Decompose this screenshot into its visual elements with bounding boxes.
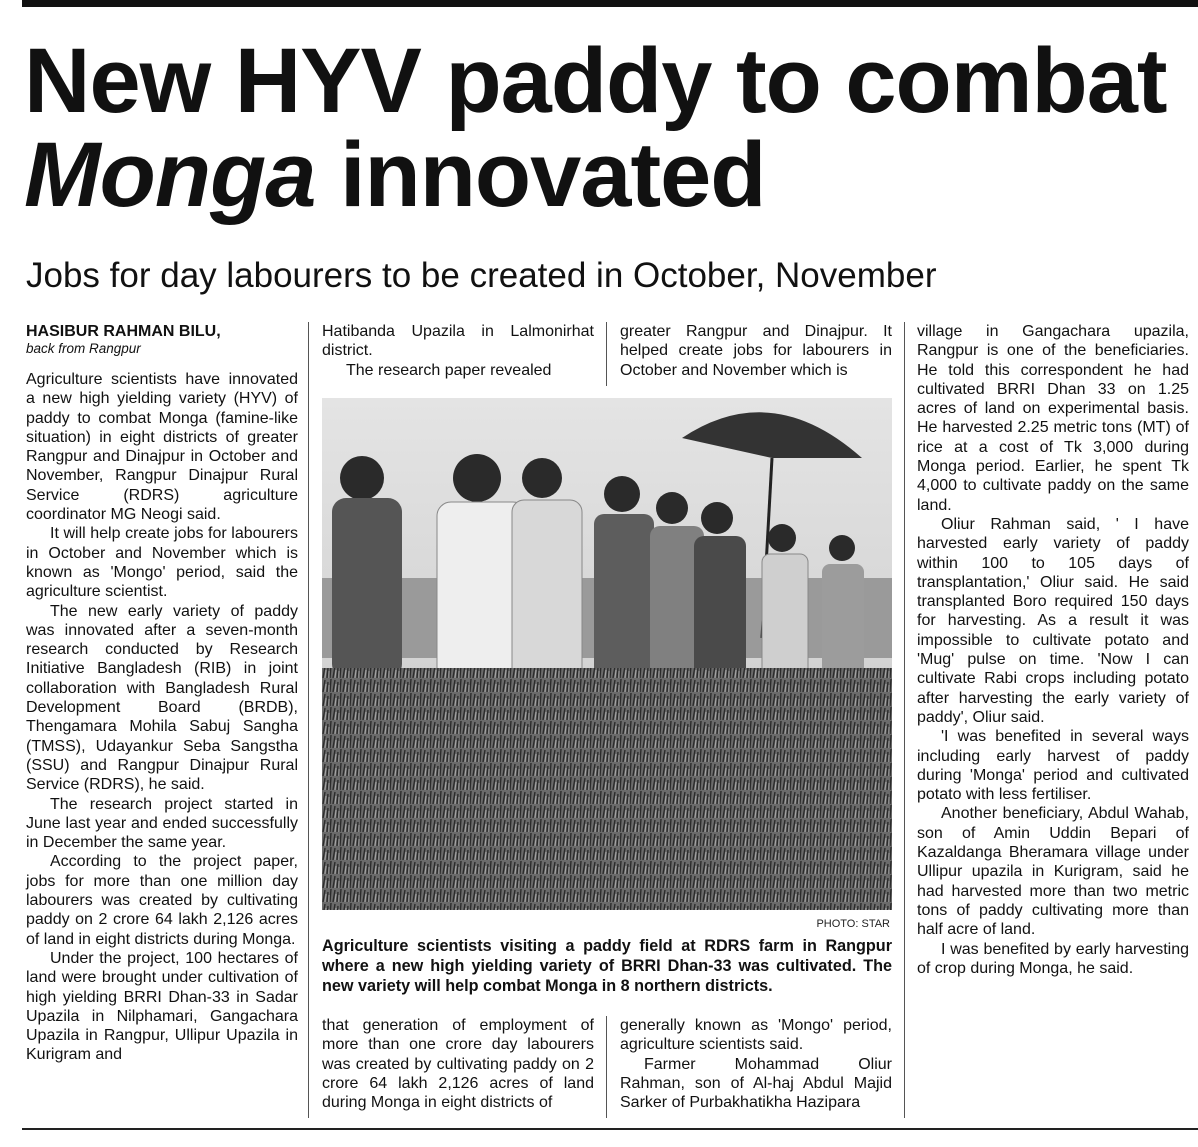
article-column-4	[917, 322, 1189, 978]
bottom-rule	[22, 1128, 1198, 1130]
headline-line-2: innovated	[315, 124, 766, 226]
column-divider	[606, 322, 607, 386]
paragraph: I was benefited by early harvesting of crop during Monga, he said.	[917, 940, 1189, 977]
photo-of-scientists-in-paddy-field	[322, 398, 892, 910]
news-photo	[322, 398, 892, 910]
paragraph: greater Rangpur and Dinajpur. It helped create jobs for labourers in October and November which is	[620, 323, 892, 379]
headline-italic-word: Monga	[24, 124, 316, 226]
headline-line-1: New HYV paddy to combat	[24, 30, 1167, 132]
paragraph: Under the project, 100 hectares of land were brought under cultivation of high yielding BRRI Dhan-33 in Sadar Upazila in Nilphamari, Gangachara Upazila in Rangpur, Ullipur Upazila in Kurigram and	[26, 949, 298, 1064]
article-column-2-bottom	[322, 1016, 594, 1112]
article-column-2-top	[322, 322, 594, 380]
article-column-3-bottom	[620, 1016, 892, 1112]
photo-credit: PHOTO: STAR	[816, 918, 890, 930]
paragraph: Agriculture scientists have innovated a new high yielding variety (HYV) of paddy to combat Monga (famine-like situation) in eight districts of greater Rangpur and Dinajpur in October and November, Rangpur Dinajpur Rural Service (RDRS) agriculture coordinator MG Neogi said.	[26, 371, 298, 524]
headline	[24, 30, 1184, 226]
top-rule	[22, 0, 1198, 7]
paragraph: Farmer Mohammad Oliur Rahman, son of Al-haj Abdul Majid Sarker of Purbakhatikha Hazipara	[620, 1055, 892, 1112]
paragraph: Hatibanda Upazila in Lalmonirhat district.	[322, 323, 594, 360]
paragraph: village in Gangachara upazila, Rangpur is one of the beneficiaries. He told this correspondent he had cultivated BRRI Dhan 33 on 1.25 acres of land on experimental basis. He harvested 2.25 metric tons (MT) of rice at a cost of Tk 3,000 during Monga period. Earlier, he spent Tk 4,000 to cultivate paddy on the same land.	[917, 323, 1189, 514]
paragraph: 'I was benefited in several ways including early harvest of paddy during 'Monga' period and cultivated potato with less fertiliser.	[917, 728, 1189, 804]
subheadline: Jobs for day labourers to be created in October, November	[26, 256, 937, 295]
paragraph: According to the project paper, jobs for more than one million day labourers was created by cultivating paddy on 2 crore 64 lakh 2,126 acres of land in eight districts during Monga.	[26, 853, 298, 948]
paragraph: Oliur Rahman said, ' I have harvested early variety of paddy within 100 to 105 days of transplantation,' Oliur said. He said transplanted Boro required 150 days for harvesting. As a result it was impossible to cultivate potato and 'Mug' pulse on time. 'Now I can cultivate Rabi crops including potato after harvesting the early variety of paddy', Oliur said.	[917, 515, 1189, 726]
paragraph: The research project started in June last year and ended successfully in December the same year.	[26, 795, 298, 852]
column-divider	[606, 1016, 607, 1118]
article-column-3-top	[620, 322, 892, 380]
paragraph: Another beneficiary, Abdul Wahab, son of Amin Uddin Bepari of Kazaldanga Bheramara village under Ullipur upazila in Kurigram, said he had harvested more than two metric tons of paddy cultivating more than half acre of land.	[917, 805, 1189, 939]
paragraph: It will help create jobs for labourers in October and November which is known as 'Mongo' period, said the agriculture scientist.	[26, 525, 298, 601]
byline: HASIBUR RAHMAN BILU,	[26, 323, 221, 340]
column-divider	[308, 322, 309, 1118]
paragraph: that generation of employment of more than one crore day labourers was created by cultivating paddy on 2 crore 64 lakh 2,126 acres of land during Monga in eight districts of	[322, 1017, 594, 1112]
paragraph: generally known as 'Mongo' period, agriculture scientists said.	[620, 1017, 892, 1054]
photo-caption: Agriculture scientists visiting a paddy field at RDRS farm in Rangpur where a new high yielding variety of BRRI Dhan-33 was cultivated. The new variety will help combat Monga in 8 northern districts.	[322, 937, 892, 995]
dateline: back from Rangpur	[26, 341, 141, 356]
paragraph: The research paper revealed	[346, 361, 552, 379]
article-column-1	[26, 322, 298, 1065]
column-divider	[904, 322, 905, 1118]
paragraph: The new early variety of paddy was innovated after a seven-month research conducted by Research Initiative Bangladesh (RIB) in joint collaboration with Bangladesh Rural Development Board (BRDB), Thengamara Mohila Sabuj Sangha (TMSS), Udayankur Seba Sangstha (SSU) and Rangpur Dinajpur Rural Service (RDRS), he said.	[26, 602, 298, 794]
